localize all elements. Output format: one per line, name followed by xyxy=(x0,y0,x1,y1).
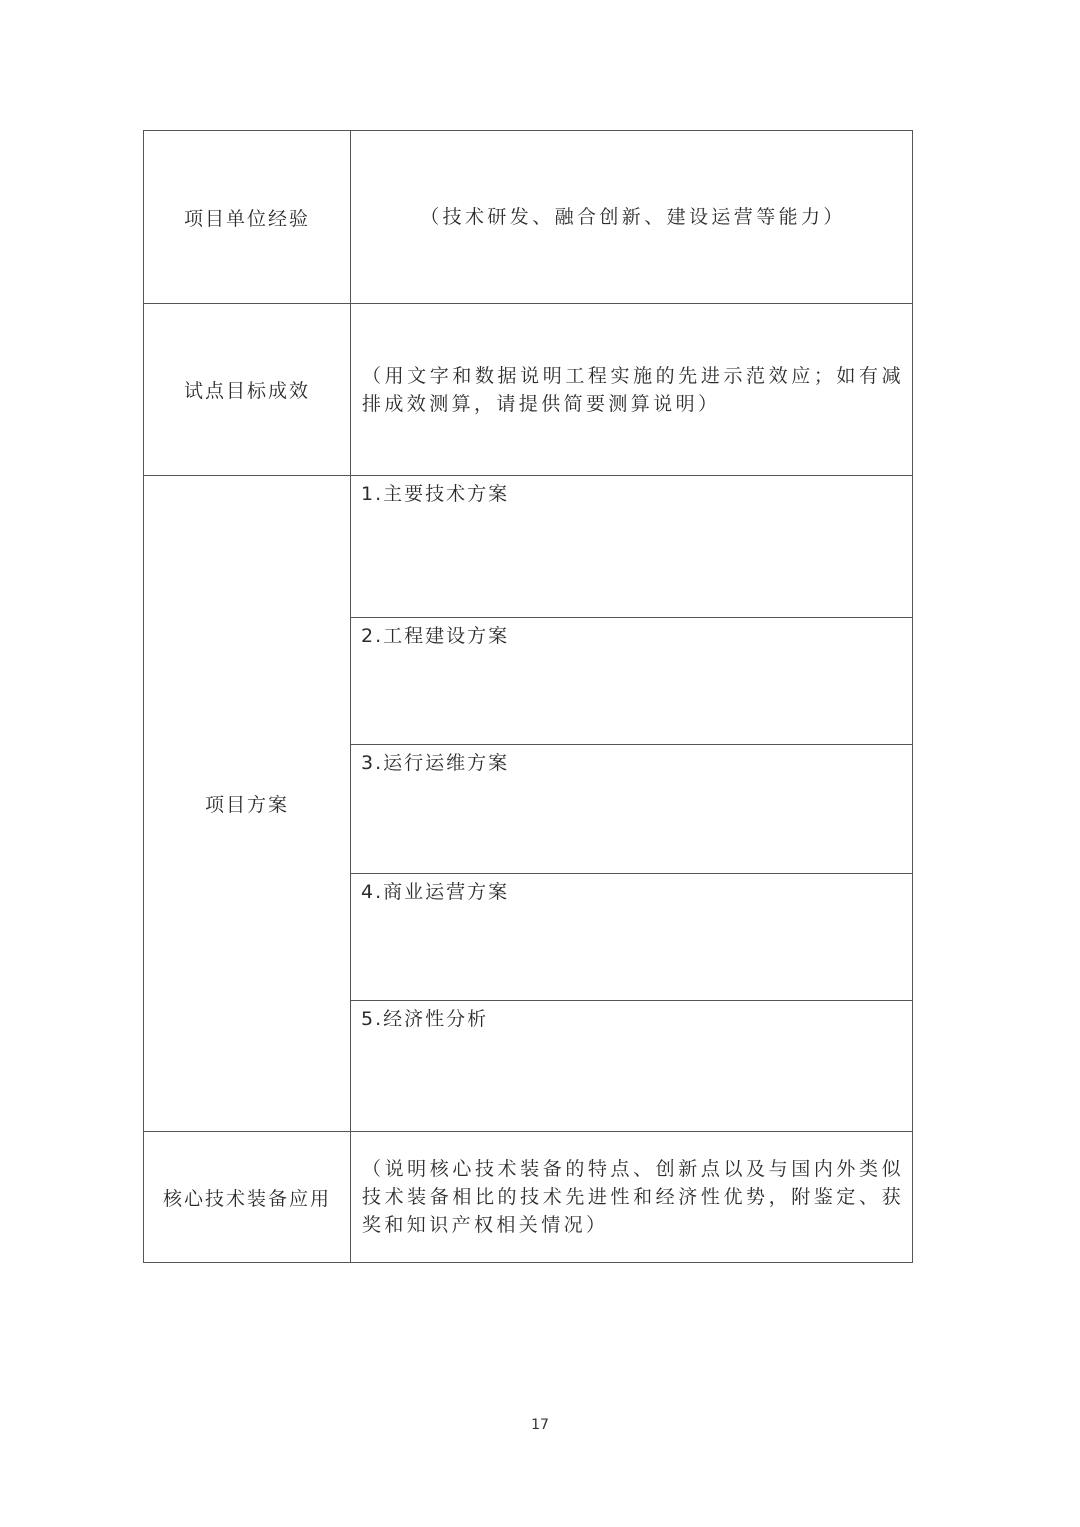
table-row xyxy=(144,304,913,476)
plan-item-economic-analysis: 5.经济性分析 xyxy=(351,1001,913,1132)
row-label-core-equipment: 核心技术装备应用 xyxy=(144,1132,351,1263)
table-row xyxy=(144,476,913,618)
row-label-project-plan: 项目方案 xyxy=(144,476,351,1132)
table-row xyxy=(144,131,913,304)
table-row xyxy=(144,1132,913,1263)
page-number: 17 xyxy=(531,1417,549,1433)
plan-item-business-operation: 4.商业运营方案 xyxy=(351,874,913,1001)
row-content-core-equipment: （说明核心技术装备的特点、创新点以及与国内外类似技术装备相比的技术先进性和经济性优势，附鉴定、获奖和知识产权相关情况） xyxy=(351,1132,913,1263)
row-label-unit-experience: 项目单位经验 xyxy=(144,131,351,304)
row-content-unit-experience: （技术研发、融合创新、建设运营等能力） xyxy=(351,131,913,304)
plan-item-operation-maintenance: 3.运行运维方案 xyxy=(351,745,913,874)
application-form-table xyxy=(143,130,913,1263)
plan-item-main-technical: 1.主要技术方案 xyxy=(351,476,913,618)
row-content-pilot-goals: （用文字和数据说明工程实施的先进示范效应；如有减排成效测算，请提供简要测算说明） xyxy=(351,304,913,476)
row-label-pilot-goals: 试点目标成效 xyxy=(144,304,351,476)
plan-item-construction: 2.工程建设方案 xyxy=(351,618,913,745)
